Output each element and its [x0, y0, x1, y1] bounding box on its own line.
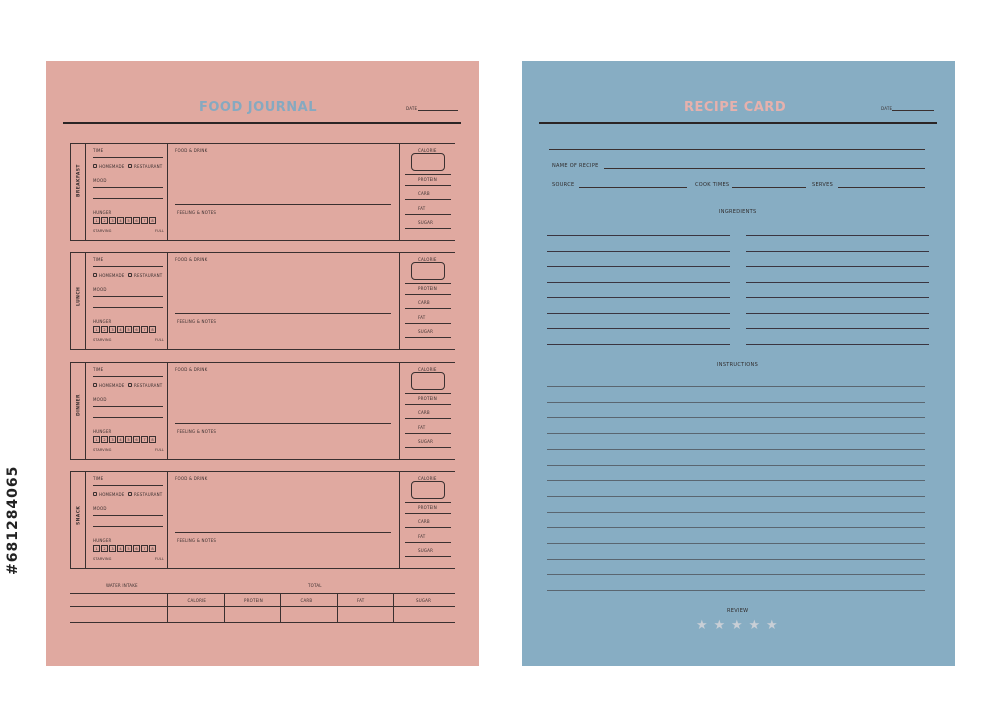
time-line[interactable] [93, 157, 163, 158]
instruction-line[interactable] [547, 512, 925, 513]
hunger-scale-cell[interactable]: 5 [125, 217, 132, 224]
homemade-label: HOMEMADE [99, 273, 125, 278]
mood-line[interactable] [93, 307, 163, 308]
meal-col-divider [167, 253, 168, 349]
sugar-label: SUGAR [418, 548, 434, 553]
instruction-line[interactable] [547, 574, 925, 575]
ingredient-line[interactable] [746, 313, 929, 314]
hunger-scale-cell[interactable]: 8 [149, 545, 156, 552]
calorie-underline [405, 174, 451, 175]
calorie-label: CALORIE [418, 148, 437, 153]
mood-line[interactable] [93, 515, 163, 516]
source-line[interactable] [579, 187, 687, 188]
calorie-underline [405, 502, 451, 503]
calorie-input-box[interactable] [411, 262, 445, 280]
food-journal-title: FOOD JOURNAL [199, 100, 317, 115]
instruction-line[interactable] [547, 402, 925, 403]
ingredient-line[interactable] [547, 313, 730, 314]
meal-side-tab [70, 144, 86, 240]
fat-line[interactable] [405, 214, 451, 215]
protein-label: PROTEIN [418, 505, 437, 510]
carb-line[interactable] [405, 418, 451, 419]
meal-col-divider [399, 363, 400, 459]
ingredient-line[interactable] [547, 235, 730, 236]
hunger-scale-cell[interactable]: 4 [117, 217, 124, 224]
totals-top-line [70, 593, 455, 594]
protein-line[interactable] [405, 185, 451, 186]
meal-name: SNACK [76, 505, 82, 525]
hunger-scale-cell[interactable]: 2 [101, 326, 108, 333]
mood-label: MOOD [93, 397, 107, 402]
protein-label: PROTEIN [418, 286, 437, 291]
restaurant-checkbox[interactable] [128, 383, 132, 387]
instruction-line[interactable] [547, 496, 925, 497]
sugar-label: SUGAR [418, 220, 434, 225]
ingredient-line[interactable] [547, 344, 730, 345]
instruction-line[interactable] [547, 386, 925, 387]
meal-col-divider [167, 144, 168, 240]
starving-label: STARVING [93, 338, 112, 342]
sugar-label: SUGAR [418, 439, 434, 444]
hunger-scale-cell[interactable]: 8 [149, 436, 156, 443]
meal-col-divider [399, 144, 400, 240]
ingredient-line[interactable] [746, 266, 929, 267]
mood-line[interactable] [93, 526, 163, 527]
sugar-line[interactable] [405, 447, 451, 448]
water-intake-label: WATER INTAKE [106, 583, 138, 588]
ingredient-line[interactable] [547, 328, 730, 329]
hunger-scale-cell[interactable]: 7 [141, 436, 148, 443]
homemade-checkbox[interactable] [93, 383, 97, 387]
food-journal-page [46, 61, 479, 666]
food-drink-label: FOOD & DRINK [175, 148, 208, 153]
fat-line[interactable] [405, 433, 451, 434]
hunger-scale [93, 436, 157, 443]
homemade-checkbox[interactable] [93, 164, 97, 168]
instruction-line[interactable] [547, 480, 925, 481]
time-label: TIME [93, 476, 104, 481]
review-star-icon[interactable]: ★ [696, 618, 708, 633]
starving-label: STARVING [93, 448, 112, 452]
restaurant-label: RESTAURANT [134, 164, 163, 169]
hunger-scale-cell[interactable]: 7 [141, 545, 148, 552]
hunger-scale-cell[interactable]: 1 [93, 217, 100, 224]
food-drink-line[interactable] [175, 532, 391, 533]
feeling-notes-label: FEELING & NOTES [177, 429, 217, 434]
carb-label: CARB [418, 519, 430, 524]
mood-line[interactable] [93, 417, 163, 418]
instruction-line[interactable] [547, 433, 925, 434]
total-column-label: SUGAR [416, 598, 432, 603]
hunger-scale-cell[interactable]: 1 [93, 436, 100, 443]
carb-line[interactable] [405, 308, 451, 309]
calorie-underline [405, 283, 451, 284]
meal-block-dinner [70, 362, 455, 460]
hunger-scale-cell[interactable]: 5 [125, 326, 132, 333]
protein-line[interactable] [405, 294, 451, 295]
hunger-label: HUNGER [93, 429, 112, 434]
calorie-input-box[interactable] [411, 481, 445, 499]
carb-line[interactable] [405, 527, 451, 528]
full-label: FULL [155, 229, 165, 233]
hunger-scale-cell[interactable]: 5 [125, 545, 132, 552]
ingredient-line[interactable] [547, 297, 730, 298]
review-star-icon[interactable]: ★ [748, 618, 761, 633]
mood-line[interactable] [93, 187, 163, 188]
fat-label: FAT [418, 534, 426, 539]
total-column-divider [393, 593, 394, 622]
full-label: FULL [155, 448, 165, 452]
title-divider [63, 122, 461, 124]
hunger-scale [93, 217, 157, 224]
protein-label: PROTEIN [418, 396, 437, 401]
serves-label: SERVES [812, 182, 834, 188]
time-label: TIME [93, 148, 104, 153]
carb-line[interactable] [405, 199, 451, 200]
recipe-date-label: DATE [881, 106, 893, 111]
feeling-notes-label: FEELING & NOTES [177, 538, 217, 543]
hunger-scale-cell[interactable]: 4 [117, 545, 124, 552]
total-column-divider [224, 593, 225, 622]
full-label: FULL [155, 338, 165, 342]
carb-label: CARB [418, 300, 430, 305]
hunger-scale-cell[interactable]: 2 [101, 217, 108, 224]
food-drink-label: FOOD & DRINK [175, 476, 208, 481]
hunger-scale-cell[interactable]: 1 [93, 545, 100, 552]
mood-label: MOOD [93, 287, 107, 292]
feeling-notes-label: FEELING & NOTES [177, 319, 217, 324]
hunger-scale-cell[interactable]: 6 [133, 326, 140, 333]
name-of-recipe-label: NAME OF RECIPE [552, 163, 599, 169]
meal-block-snack [70, 471, 455, 569]
meal-col-divider [167, 363, 168, 459]
fat-label: FAT [418, 315, 426, 320]
sugar-label: SUGAR [418, 329, 434, 334]
restaurant-checkbox[interactable] [128, 492, 132, 496]
carb-label: CARB [418, 191, 430, 196]
fat-label: FAT [418, 425, 426, 430]
instruction-line[interactable] [547, 559, 925, 560]
food-drink-line[interactable] [175, 204, 391, 205]
homemade-label: HOMEMADE [99, 164, 125, 169]
mood-line[interactable] [93, 406, 163, 407]
instruction-line[interactable] [547, 590, 925, 591]
hunger-scale-cell[interactable]: 6 [133, 545, 140, 552]
cook-times-label: COOK TIMES [695, 182, 730, 188]
meal-block-breakfast [70, 143, 455, 241]
time-label: TIME [93, 367, 104, 372]
total-column-label: PROTEIN [244, 598, 263, 603]
hunger-scale-cell[interactable]: 8 [149, 217, 156, 224]
restaurant-label: RESTAURANT [134, 273, 163, 278]
meal-col-divider [399, 253, 400, 349]
food-drink-line[interactable] [175, 423, 391, 424]
hunger-scale-cell[interactable]: 3 [109, 326, 116, 333]
homemade-label: HOMEMADE [99, 492, 125, 497]
total-value-cell[interactable] [167, 606, 224, 622]
meal-name: BREAKFAST [76, 164, 82, 197]
instruction-line[interactable] [547, 543, 925, 544]
ingredient-line[interactable] [746, 297, 929, 298]
calorie-input-box[interactable] [411, 372, 445, 390]
ingredient-line[interactable] [746, 328, 929, 329]
hunger-scale-cell[interactable]: 3 [109, 217, 116, 224]
hunger-scale-cell[interactable]: 6 [133, 436, 140, 443]
review-star-icon[interactable]: ★ [713, 618, 726, 633]
recipe-blank-line [549, 149, 925, 150]
ingredient-line[interactable] [746, 344, 929, 345]
calorie-input-box[interactable] [411, 153, 445, 171]
cook-times-line[interactable] [732, 187, 806, 188]
feeling-notes-label: FEELING & NOTES [177, 210, 217, 215]
hunger-scale-cell[interactable]: 3 [109, 436, 116, 443]
meal-side-tab [70, 363, 86, 459]
serves-line[interactable] [838, 187, 925, 188]
ingredient-line[interactable] [547, 282, 730, 283]
time-label: TIME [93, 257, 104, 262]
meal-name: LUNCH [76, 286, 82, 306]
restaurant-label: RESTAURANT [134, 383, 163, 388]
mood-label: MOOD [93, 506, 107, 511]
total-column-divider [337, 593, 338, 622]
hunger-scale-cell[interactable]: 1 [93, 326, 100, 333]
protein-line[interactable] [405, 404, 451, 405]
meal-side-tab [70, 253, 86, 349]
homemade-label: HOMEMADE [99, 383, 125, 388]
mood-line[interactable] [93, 198, 163, 199]
fat-line[interactable] [405, 542, 451, 543]
date-label: DATE [406, 106, 418, 111]
fat-label: FAT [418, 206, 426, 211]
food-drink-label: FOOD & DRINK [175, 367, 208, 372]
calorie-label: CALORIE [418, 257, 437, 262]
meal-block-lunch [70, 252, 455, 350]
ingredient-line[interactable] [746, 282, 929, 283]
hunger-label: HUNGER [93, 210, 112, 215]
hunger-scale-cell[interactable]: 2 [101, 545, 108, 552]
recipe-card-title: RECIPE CARD [684, 100, 787, 115]
ingredient-line[interactable] [746, 251, 929, 252]
ingredient-line[interactable] [547, 266, 730, 267]
total-label: TOTAL [308, 583, 322, 588]
name-of-recipe-line[interactable] [604, 168, 925, 169]
totals-bottom-line [70, 622, 455, 623]
fat-line[interactable] [405, 323, 451, 324]
total-column-divider [280, 593, 281, 622]
food-drink-line[interactable] [175, 313, 391, 314]
review-label: REVIEW [727, 608, 749, 614]
hunger-scale-cell[interactable]: 6 [133, 217, 140, 224]
full-label: FULL [155, 557, 165, 561]
meal-side-tab [70, 472, 86, 568]
calorie-label: CALORIE [418, 367, 437, 372]
recipe-title-divider [539, 122, 937, 124]
sugar-line[interactable] [405, 556, 451, 557]
starving-label: STARVING [93, 229, 112, 233]
protein-line[interactable] [405, 513, 451, 514]
hunger-label: HUNGER [93, 538, 112, 543]
hunger-scale-cell[interactable]: 7 [141, 217, 148, 224]
instruction-line[interactable] [547, 527, 925, 528]
calorie-underline [405, 393, 451, 394]
sugar-line[interactable] [405, 228, 451, 229]
instructions-label: INSTRUCTIONS [717, 362, 759, 368]
homemade-checkbox[interactable] [93, 273, 97, 277]
source-label: SOURCE [552, 182, 575, 188]
calorie-label: CALORIE [418, 476, 437, 481]
time-line[interactable] [93, 376, 163, 377]
restaurant-label: RESTAURANT [134, 492, 163, 497]
restaurant-checkbox[interactable] [128, 273, 132, 277]
mood-label: MOOD [93, 178, 107, 183]
recipe-date-line [892, 110, 934, 111]
sugar-line[interactable] [405, 337, 451, 338]
hunger-label: HUNGER [93, 319, 112, 324]
ingredient-line[interactable] [746, 235, 929, 236]
hunger-scale [93, 545, 157, 552]
total-value-cell[interactable] [337, 606, 393, 622]
ingredient-line[interactable] [547, 251, 730, 252]
hunger-scale-cell[interactable]: 5 [125, 436, 132, 443]
hunger-scale-cell[interactable]: 7 [141, 326, 148, 333]
hunger-scale-cell[interactable]: 4 [117, 436, 124, 443]
food-drink-label: FOOD & DRINK [175, 257, 208, 262]
stock-id-text: #681284065 [5, 465, 21, 575]
time-line[interactable] [93, 266, 163, 267]
ingredients-label: INGREDIENTS [719, 209, 757, 215]
protein-label: PROTEIN [418, 177, 437, 182]
time-line[interactable] [93, 485, 163, 486]
carb-label: CARB [418, 410, 430, 415]
mood-line[interactable] [93, 296, 163, 297]
starving-label: STARVING [93, 557, 112, 561]
hunger-scale-cell[interactable]: 3 [109, 545, 116, 552]
hunger-scale-cell[interactable]: 2 [101, 436, 108, 443]
meal-name: DINNER [76, 394, 82, 416]
instruction-line[interactable] [547, 449, 925, 450]
recipe-card-page [522, 61, 955, 666]
meal-col-divider [399, 472, 400, 568]
total-column-label: CALORIE [187, 598, 207, 603]
meal-col-divider [167, 472, 168, 568]
hunger-scale-cell[interactable]: 4 [117, 326, 124, 333]
hunger-scale [93, 326, 157, 333]
total-value-cell[interactable] [393, 606, 455, 622]
total-column-label: CARB [300, 598, 313, 603]
review-star-icon[interactable]: ★ [766, 618, 778, 633]
instruction-line[interactable] [547, 465, 925, 466]
review-star-icon[interactable]: ★ [731, 618, 743, 633]
total-value-cell[interactable] [224, 606, 280, 622]
total-column-label: FAT [357, 598, 365, 603]
homemade-checkbox[interactable] [93, 492, 97, 496]
hunger-scale-cell[interactable]: 8 [149, 326, 156, 333]
total-value-cell[interactable] [280, 606, 337, 622]
instruction-line[interactable] [547, 417, 925, 418]
date-line [418, 110, 458, 111]
restaurant-checkbox[interactable] [128, 164, 132, 168]
